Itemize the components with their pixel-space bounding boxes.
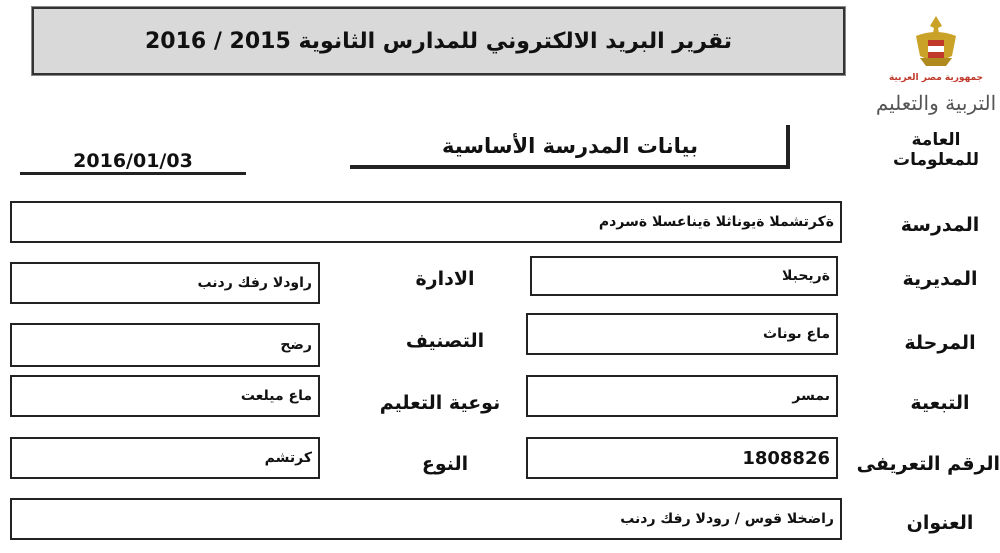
gender-label: النوع — [421, 453, 469, 475]
affiliation-field: ىمسر — [526, 375, 838, 417]
administration-label: الادارة — [415, 268, 475, 290]
section-title-sidebar — [786, 125, 790, 169]
education-type-field: ماع ميلعت — [10, 375, 320, 417]
section-title-underline — [350, 165, 790, 169]
report-date-underline — [20, 172, 246, 175]
address-field: راضخلا قوس / رودلا رفك ردنب — [10, 498, 842, 540]
stage-field: ماع ىوناث — [526, 313, 838, 355]
directorate-field: ةريحبلا — [530, 256, 838, 296]
administration-field: راودلا رفك ردنب — [10, 262, 320, 304]
directorate-label: المديرية — [902, 268, 978, 290]
classification-label: التصنيف — [405, 330, 485, 352]
id-number-field: 1808826 — [526, 437, 838, 479]
eagle-emblem-icon — [876, 8, 996, 133]
school-field: ةكرتشملا ةيوناثلا ةيناعسلا ةسردم — [10, 201, 842, 243]
report-title-box — [32, 7, 845, 75]
ministry-small-text: جمهورية مصر العربية — [888, 73, 984, 83]
organization-name: العامة للمعلومات — [893, 130, 979, 170]
section-title: بيانات المدرسة الأساسية — [442, 134, 698, 158]
classification-field: رضح — [10, 323, 320, 367]
gender-field: كرتشم — [10, 437, 320, 479]
education-type-label: نوعية التعليم — [379, 392, 501, 414]
report-date: 2016/01/03 — [73, 150, 193, 172]
school-label: المدرسة — [900, 214, 980, 236]
address-label: العنوان — [906, 512, 974, 534]
id-number-label: الرقم التعريفى — [856, 453, 1000, 475]
ministry-name-text: التربية والتعليم — [876, 91, 996, 115]
report-title: تقرير البريد الالكتروني للمدارس الثانوية 2015 / 2016 — [144, 28, 733, 54]
stage-label: المرحلة — [904, 332, 976, 354]
affiliation-label: التبعية — [910, 392, 970, 414]
